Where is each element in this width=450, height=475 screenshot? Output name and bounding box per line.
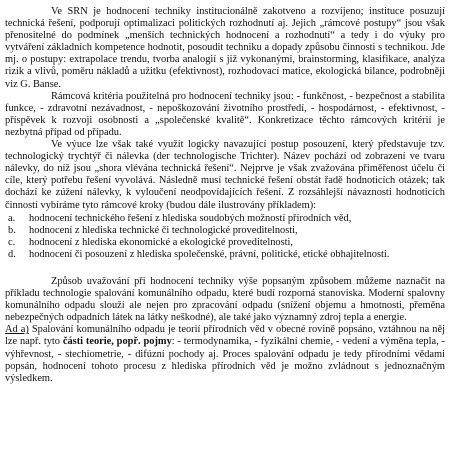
list-item-text: hodnocení či posouzení z hlediska společenské, právní, politické, etické obhajitelnosti.: [29, 248, 390, 260]
list-marker: a.: [8, 212, 16, 224]
list-item: [8, 236, 445, 249]
ad-a-text-start: Spalování komunálního odpadu je teorií přírodních věd v obecné rovině popsáno, vztáhnou na něj lze např. tyto: [5, 324, 445, 348]
paragraph-institutional-assessment: Ve SRN je hodnocení techniky institucionálně zakotveno a rozvíjeno; instituce posuzují technická řešení, podporují optimalizaci politických rozhodnutí aj. Jejich „rámcové postupy“ jsou však přenositelné do podmínek „menších technických hodnocení a rozhodnutí“ a tedy i do výuky pro vytváření základních kompetence hodnotit, posoudit techniku a dopady způsobu činnosti s technikou. Jde mj. o postupy: extrapolace trendu, tvorba analogií s již vykonanými, brainstorming, klasifikace, analýza rizik a vlivů, poměru nákladů a užitku (efektivnost), rozhodovací matice, ekologická bilance, podrobněji viz G. Banse.: [5, 6, 445, 90]
ad-a-label: Ad a): [5, 324, 29, 336]
ad-a-text-end: : - termodynamika, - fyzikální chemie, - vedení a výměna tepla, - výhřevnost, - stechiometrie, - difúzní pochody aj. Proces spalování odpadu je tedy přírodními vědami popsán, hodnocení tohoto procesu z hlediska přírodních věd je možno zvládnout s jednoznačným výsledkem.: [5, 336, 445, 384]
paragraph-ad-a: [5, 324, 445, 384]
ad-a-bold-terms: části teorie, popř. pojmy: [62, 336, 172, 348]
list-item: [8, 224, 445, 237]
list-item-text: hodnocení z hlediska ekonomické a ekologické proveditelnosti,: [29, 236, 294, 248]
list-item: [8, 212, 445, 225]
list-item-text: hodnocení technického řešení z hlediska soudobých možností přírodních věd,: [29, 212, 352, 224]
list-item: [8, 248, 445, 261]
list-marker: b.: [8, 224, 16, 236]
assessment-steps-list: [5, 213, 445, 261]
paragraph-technological-funnel: Ve výuce lze však také využít logicky navazující postup posouzení, který představuje tzv. technologický trychtýř či nálevka (der technologische Trichter). Název pochází od zobrazení ve tvaru nálevky, do níž jsou „shora vlévána technická řešení“. Nejprve je však zvažována přiměřenost účelu či cíle, který potřebu řešení vyvolává. Následně musí technické řešení obstát řadě hodnoticích otázek; tak dochází ke zúžení nálevky, k vyloučení neodpovídajících řešení. Z rozsáhlejší návaznosti hodnoticích činností vybíráme tyto rámcové kroky (budou dále ilustrovány příkladem):: [5, 139, 445, 211]
list-item-text: hodnocení z hlediska technické či technologické proveditelnosti,: [29, 224, 298, 236]
list-marker: d.: [8, 248, 16, 260]
paragraph-waste-incineration: Způsob uvažování při hodnocení techniky výše popsaným způsobem můžeme naznačit na příkladu technologie spalování komunálního odpadu, které budí rozporná stanoviska. Moderní spalovny komunálního odpadu slouží ale nejen pro zpracování odpadu (snížení objemu a hmotnosti, přeměna nebezpečných odpadních látek na látky neškodné), ale také jako významný zdroj tepla a energie.: [5, 275, 445, 324]
paragraph-framework-criteria: Rámcová kritéria použitelná pro hodnocení techniky jsou: - funkčnost, - bezpečnost a stabilita funkce, - zdravotní nezávadnost, - nepoškozování životního prostředí, - hospodárnost, - efektivnost, - příspěvek k rozvoji osobnosti a „společenské kvalitě“. Konkretizace těchto rámcových kritérií je nezbytná případ od případu.: [5, 90, 445, 138]
paragraph-spacer: [5, 261, 445, 276]
list-marker: c.: [8, 236, 16, 248]
